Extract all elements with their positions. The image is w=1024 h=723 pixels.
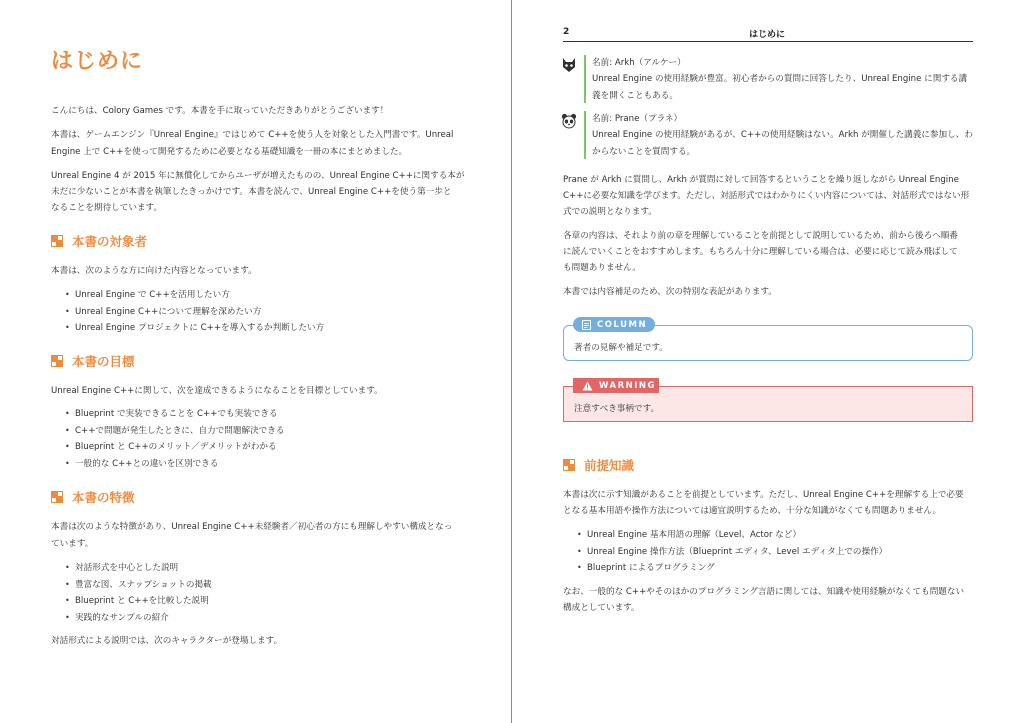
character-name: 名前: Prane（プラネ） (592, 114, 683, 124)
chapter-title: はじめに (51, 49, 144, 74)
warning-text: 注意すべき事柄です。 (574, 404, 660, 414)
prerequisites-list (575, 527, 887, 577)
section-heading-goals (51, 352, 135, 370)
list-item: • Blueprint と C++を比較した説明 (63, 593, 212, 610)
warning-tag (573, 378, 659, 393)
character-arkh (557, 55, 977, 107)
section-outro: 対話形式による説明では、次のキャラクターが登場します。 (51, 636, 283, 646)
section-heading-features (51, 488, 135, 506)
left-page (0, 0, 511, 723)
section-lead: 本書は、次のような方に向けた内容となっています。 (51, 266, 257, 276)
right-page (513, 0, 1024, 723)
list-item: • Unreal Engine 操作方法（Blueprint エディタ、Level エディタ上での操作） (575, 544, 887, 561)
intro-line: Unreal Engine 4 が 2015 年に無償化してからユーザが増えたものの、Unreal Engine C++に関する本が (51, 171, 465, 181)
character-desc: 義を開くこともある。 (592, 91, 678, 101)
section-lead: ています。 (51, 539, 94, 549)
intro-greeting: こんにちは、Colory Games です。本書を手に取っていただきありがとうございます！ (51, 106, 389, 116)
list-item: • C++で問題が発生したときに、自力で問題解決できる (63, 423, 284, 440)
features-list (63, 560, 212, 626)
page-number: 2 (563, 27, 570, 37)
intro-line: なることを期待しています。 (51, 203, 163, 213)
warning-triangle-icon (582, 381, 593, 391)
header-rule (563, 41, 973, 42)
character-bar (584, 55, 586, 103)
body-line: Prane が Arkh に質問し、Arkh が質問に対して回答するということを繰り返しながら Unreal Engine (563, 175, 959, 185)
character-prane (557, 111, 977, 163)
intro-line: Engine 上で C++を使って開発するために必要となる基礎知識を一冊の本にまとめました。 (51, 147, 408, 157)
column-tag (573, 317, 655, 332)
section-lead: 本書は次のような特徴があり、Unreal Engine C++未経験者／初心者の方にも理解しやすい構成となっ (51, 522, 453, 532)
list-item: • 対話形式を中心とした説明 (63, 560, 212, 577)
goals-list (63, 406, 284, 472)
list-item: • Unreal Engine 基本用語の理解（Level、Actor など） (575, 527, 887, 544)
intro-line: 未だに少ないことが本書を執筆したきっかけです。本書を読んで、Unreal Engine C++を使う第一歩と (51, 187, 452, 197)
cat-icon (561, 57, 577, 73)
character-desc: Unreal Engine の使用経験があるが、C++の使用経験はない。Arkh が開催した講義に参加し、わ (592, 130, 973, 140)
section-title: 本書の特徴 (72, 490, 135, 505)
list-item: • Unreal Engine C++について理解を深めたい方 (63, 304, 324, 321)
page-gutter (511, 0, 512, 723)
section-lead: 本書は次に示す知識があることを前提としています。ただし、Unreal Engine C++を理解する上で必要 (563, 490, 964, 500)
body-line: 各章の内容は、それより前の章を理解していることを前提として説明しているため、前から後ろへ順番 (563, 231, 958, 241)
list-item: • Blueprint と C++のメリット／デメリットがわかる (63, 439, 284, 456)
list-item: • Unreal Engine で C++を活用したい方 (63, 287, 324, 304)
section-outro: 構成としています。 (563, 603, 640, 613)
list-item: • Blueprint で実装できることを C++でも実装できる (63, 406, 284, 423)
list-item: • 実践的なサンプルの紹介 (63, 610, 212, 627)
list-item: • 豊富な図、スナップショットの掲載 (63, 577, 212, 594)
section-square-icon (51, 235, 63, 247)
document-icon (582, 320, 591, 330)
running-title: はじめに (749, 30, 786, 40)
section-outro: なお、一般的な C++やそのほかのプログラミング言語に関しては、知識や使用経験がなくても問題ない (563, 587, 965, 597)
intro-line: 本書は、ゲームエンジン『Unreal Engine』ではじめて C++を使う人を対象とした入門書です。Unreal (51, 130, 454, 140)
section-square-icon (51, 355, 63, 367)
section-title: 前提知識 (584, 458, 635, 473)
body-line: に読んでいくことをおすすめします。もちろん十分に理解している場合は、必要に応じて読み飛ばして (563, 247, 958, 257)
panda-icon (561, 113, 577, 129)
list-item: • Unreal Engine プロジェクトに C++を導入するか判断したい方 (63, 320, 324, 337)
section-lead: となる基本用語や操作方法については適宜説明するため、十分な知識がなくても問題ありません。 (563, 506, 942, 516)
column-text: 著者の見解や補足です。 (574, 343, 668, 353)
character-name: 名前: Arkh（アルケー） (592, 58, 686, 68)
body-line: も問題ありません。 (563, 263, 641, 273)
character-bar (584, 111, 586, 159)
section-title: 本書の目標 (72, 354, 135, 369)
character-desc: Unreal Engine の使用経験が豊富。初心者からの質問に回答したり、Unreal Engine に関する講 (592, 74, 968, 84)
section-title: 本書の対象者 (72, 234, 148, 249)
body-line: 本書では内容補足のため、次の特別な表記があります。 (563, 287, 777, 297)
body-line: 式での説明となります。 (563, 207, 657, 217)
section-heading-prerequisites (563, 456, 634, 474)
audience-list (63, 287, 324, 337)
warning-tag-label: WARNING (599, 380, 656, 391)
section-square-icon (563, 459, 575, 471)
body-line: C++に必要な知識を学びます。ただし、対話形式ではわかりにくい内容については、対話形式ではない形 (563, 191, 970, 201)
character-desc: からないことを質問する。 (592, 147, 696, 157)
section-square-icon (51, 491, 63, 503)
list-item: • 一般的な C++との違いを区別できる (63, 456, 284, 473)
section-lead: Unreal Engine C++に関して、次を達成できるようになることを目標としています。 (51, 386, 383, 396)
section-heading-audience (51, 232, 147, 250)
list-item: • Blueprint によるプログラミング (575, 560, 887, 577)
column-tag-label: COLUMN (597, 319, 648, 330)
